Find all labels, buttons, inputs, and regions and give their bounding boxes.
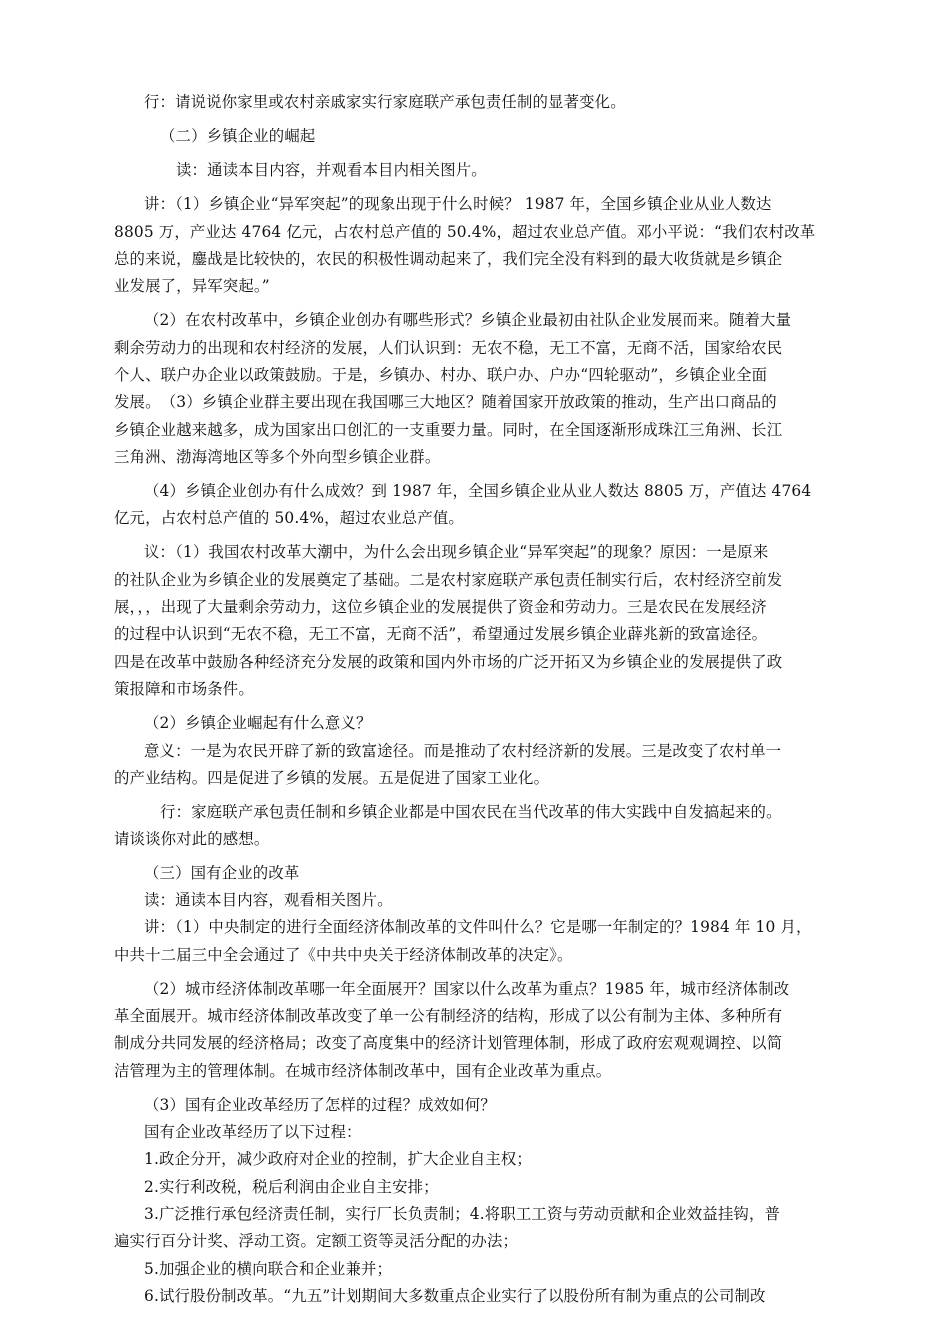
text-line: 乡镇企业越来越多，成为国家出口创汇的一支重要力量。同时，在全国逐渐形成珠江三角洲、长江 xyxy=(114,421,783,439)
text-line: 革全面展开。城市经济体制改革改变了单一公有制经济的结构，形成了以公有制为主体、多种所有 xyxy=(114,1007,783,1025)
text-line: 亿元，占农村总产值的 50.4%，超过农业总产值。 xyxy=(114,509,464,527)
text-line: 四是在改革中鼓励各种经济充分发展的政策和国内外市场的广泛开拓又为乡镇企业的发展提供了政 xyxy=(114,653,783,671)
text-line: （2）城市经济体制改革哪一年全面展开？国家以什么改革为重点？1985 年，城市经济体制改 xyxy=(144,980,790,998)
list-item: 6.试行股份制改革。“九五”计划期间大多数重点企业实行了以股份所有制为重点的公司制改 xyxy=(144,1287,766,1305)
section-heading: （三）国有企业的改革 xyxy=(144,864,300,882)
text-line: 的社队企业为乡镇企业的发展奠定了基础。二是农村家庭联产承包责任制实行后，农村经济空前发 xyxy=(114,571,783,589)
text-line: 业发展了，异军突起。” xyxy=(114,277,270,295)
text-line: 讲：（1）乡镇企业“异军突起”的现象出现于什么时候？ 1987 年，全国乡镇企业从业人数达 xyxy=(144,195,772,213)
text-line: 8805 万，产业达 4764 亿元，占农村总产值的 50.4%，超过农业总产值。邓小平说：“我们农村改革 xyxy=(114,223,816,241)
text-line: 讲：（1）中央制定的进行全面经济体制改革的文件叫什么？它是哪一年制定的？1984 年 10 月， xyxy=(144,918,812,936)
text-line: 意义：一是为农民开辟了新的致富途径。而是推动了农村经济新的发展。三是改变了农村单一 xyxy=(144,742,782,760)
text-line: 请谈谈你对此的感想。 xyxy=(114,830,270,848)
text-line: （4）乡镇企业创办有什么成效？到 1987 年，全国乡镇企业从业人数达 8805 万，产值达 4764 xyxy=(144,482,812,500)
text-line: 策报障和市场条件。 xyxy=(114,680,254,698)
text-line: 洁管理为主的管理体制。在城市经济体制改革中，国有企业改革为重点。 xyxy=(114,1062,612,1080)
text-line: 行：家庭联产承包责任制和乡镇企业都是中国农民在当代改革的伟大实践中自发搞起来的。 xyxy=(160,803,782,821)
list-item: 3.广泛推行承包经济责任制，实行厂长负责制；4.将职工工资与劳动贡献和企业效益挂钩，普 xyxy=(144,1205,781,1223)
text-line: 发展。 （3）乡镇企业群主要出现在我国哪三大地区？随着国家开放政策的推动，生产出口商品的 xyxy=(114,393,777,411)
list-item: 2.实行利改税，税后利润由企业自主安排； xyxy=(144,1178,439,1196)
text-line: 行：请说说你家里或农村亲戚家实行家庭联产承包责任制的显著变化。 xyxy=(144,93,626,111)
text-line: 读：通读本目内容，观看相关图片。 xyxy=(144,891,393,909)
text-line: 的产业结构。四是促进了乡镇的发展。五是促进了国家工业化。 xyxy=(114,769,550,787)
text-line: 制成分共同发展的经济格局；改变了高度集中的经济计划管理体制，形成了政府宏观观调控、以简 xyxy=(114,1034,783,1052)
text-line: （2）乡镇企业崛起有什么意义？ xyxy=(144,714,372,732)
text-line: 剩余劳动力的出现和农村经济的发展，人们认识到：无农不稳，无工不富，无商不活，国家给农民 xyxy=(114,339,783,357)
text-line: 读：通读本目内容，并观看本目内相关图片。 xyxy=(176,161,487,179)
text-line: 三角洲、渤海湾地区等多个外向型乡镇企业群。 xyxy=(114,448,441,466)
text-line: 个人、联户办企业以政策鼓励。于是，乡镇办、村办、联户办、户办“四轮驱动”，乡镇企业全面 xyxy=(114,366,768,384)
text-line: 展，，，出现了大量剩余劳动力，这位乡镇企业的发展提供了资金和劳动力。三是农民在发展经济 xyxy=(114,598,767,616)
text-line: 中共十二届三中全会通过了《中共中央关于经济体制改革的决定》。 xyxy=(114,946,573,964)
text-line: （3）国有企业改革经历了怎样的过程？成效如何？ xyxy=(144,1096,496,1114)
section-heading: （二）乡镇企业的崛起 xyxy=(160,127,316,145)
text-line: 国有企业改革经历了以下过程： xyxy=(144,1123,362,1141)
list-item: 1.政企分开，减少政府对企业的控制，扩大企业自主权； xyxy=(144,1150,532,1168)
text-line: 遍实行百分计奖、浮动工资。定额工资等灵活分配的办法； xyxy=(114,1232,519,1250)
text-line: 的过程中认识到“无农不稳，无工不富，无商不活”，希望通过发展乡镇企业薜兆新的致富途径。 xyxy=(114,625,768,643)
text-line: （2）在农村改革中，乡镇企业创办有哪些形式？乡镇企业最初由社队企业发展而来。随着大量 xyxy=(144,311,792,329)
text-line: 议：（1）我国农村改革大潮中，为什么会出现乡镇企业“异军突起”的现象？原因：一是原来 xyxy=(144,543,769,561)
list-item: 5.加强企业的横向联合和企业兼并； xyxy=(144,1260,393,1278)
text-line: 总的来说，鏖战是比较快的，农民的积极性调动起来了，我们完全没有料到的最大收货就是乡镇企 xyxy=(114,250,783,268)
